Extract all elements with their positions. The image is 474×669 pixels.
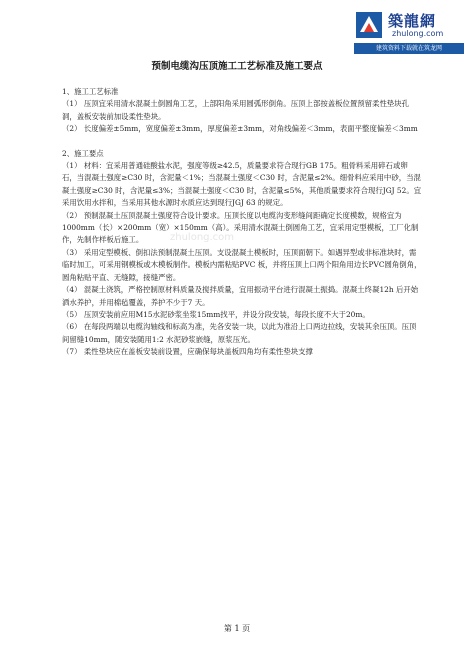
document-body bbox=[62, 86, 422, 359]
paragraph: （4） 混凝土浇筑，严格控制原材料质量及搅拌质量，宜用振动平台进行混凝土振捣。混凝土终凝12h 后开始洒水养护，并用棉毡覆盖，养护不少于7 天。 bbox=[62, 285, 419, 307]
spacer bbox=[62, 136, 422, 148]
paragraph: （5） 压顶安装前应用M15水泥砂浆坐浆15mm找平，并设分段安装，每段长度不大于20m。 bbox=[62, 309, 370, 319]
paragraph: （3） 采用定型模板、倒扣法预制混凝土压顶。支设混凝土模板时，压顶面朝下。如遇异型或非标准块时，需临时加工，可采用钢模板或木模板制作。模板内需粘贴PVC 板，并将压顶上口两个阳角用边长PVC圆角倒角，圆角粘贴平直、无缝隙，接缝严密。 bbox=[62, 247, 422, 282]
paragraph: （1） 材料：宜采用普通硅酸盐水泥，强度等级≥42.5，质量要求符合现行GB 175。粗骨料采用碎石或卵石，当混凝土强度≥C30 时，含泥量＜1%；当混凝土强度＜C30 时，含泥量≤2%。细骨料应采用中砂，当混凝土强度≥C30 时，含泥量≤3%；当混凝土强度＜C30 时，含泥量≤5%，其他质量要求符合现行JGJ 52。宜采用饮用水拌和，当采用其他水源时水质应达到现行JGJ 63 的规定。 bbox=[62, 161, 422, 208]
paragraph: （7） 柔性垫块应在盖板安装前设置，应确保每块盖板四角均有柔性垫块支撑 bbox=[62, 347, 313, 357]
zhulong-emblem-icon bbox=[354, 10, 384, 40]
page-number: 第 1 页 bbox=[223, 624, 251, 633]
section-heading: 1、施工工艺标准 bbox=[62, 87, 119, 96]
section-heading: 2、施工要点 bbox=[62, 148, 104, 158]
watermark: zhulong.com bbox=[170, 232, 235, 243]
paragraph: （6） 在每段两端以电缆沟轴线和标高为准，先各安装一块，以此为准沿上口两边拉线，安装其余压顶。压顶间留缝10mm，随安装随用1:2 水泥砂浆嵌缝，原浆压光。 bbox=[62, 322, 417, 344]
logo-tagline: 建筑资料下载就在筑龙网 bbox=[354, 43, 464, 54]
zhulong-logo bbox=[354, 8, 464, 54]
logo-brand-en: zhulong.com bbox=[392, 29, 444, 38]
paragraph: （2） 预制混凝土压顶混凝土强度符合设计要求。压顶长度以电缆沟变形缝间距确定长度模数，规格宜为1000mm（长）×200mm（宽）×150mm（高）。采用清水混凝土倒圆角工艺，宜采用定型模板，工厂化制作，先制作样板后施工。 bbox=[62, 210, 419, 245]
paragraph: （2） 长度偏差±5mm，宽度偏差±3mm，厚度偏差±3mm，对角线偏差＜3mm，表面平整度偏差＜3mm bbox=[62, 124, 418, 134]
document-title: 预制电缆沟压顶施工工艺标准及施工要点 bbox=[151, 61, 323, 72]
logo-brand-cn: 築龍網 bbox=[388, 12, 437, 30]
paragraph: （1） 压顶宜采用清水混凝土倒圆角工艺，上部阳角采用圆弧形倒角。压顶上部按盖板位置预留柔性垫块孔洞，盖板安装前加设柔性垫块。 bbox=[62, 99, 410, 121]
